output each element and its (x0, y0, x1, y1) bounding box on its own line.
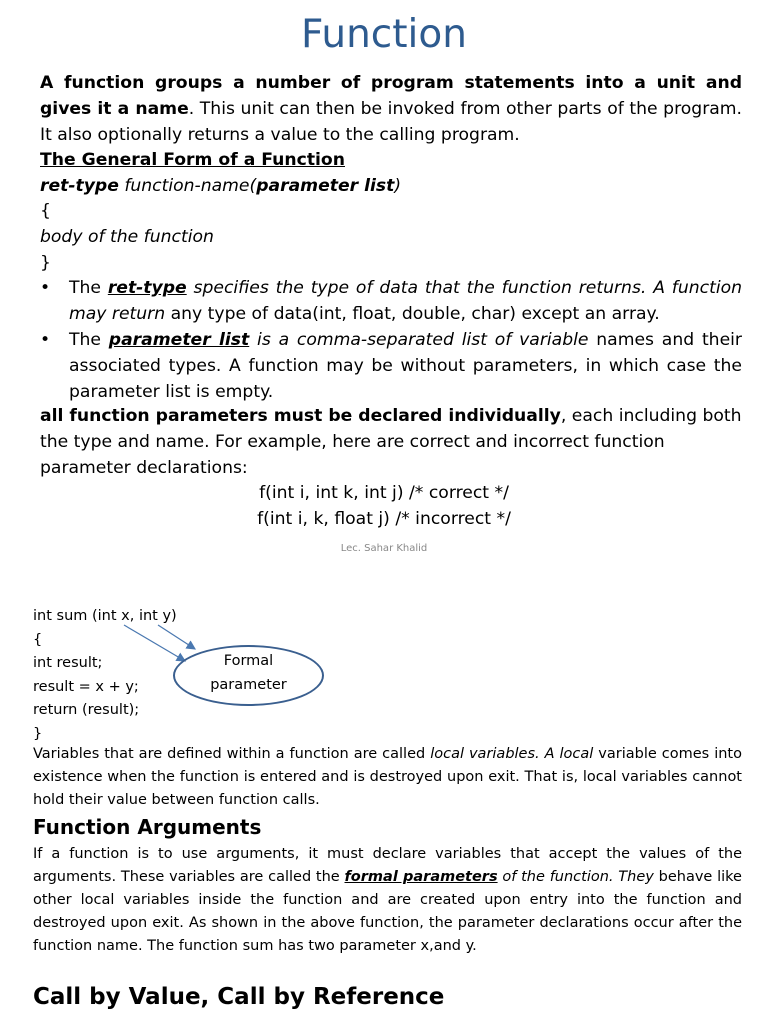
bullet-italic: is a comma-separated list of variable (249, 330, 589, 350)
formal-parameters-term: formal parameters (344, 869, 498, 885)
sig-ret-type: ret-type (40, 176, 119, 196)
bullet-dot: • (40, 278, 51, 298)
ret-type-term: ret-type (107, 278, 187, 298)
args-italic: of the function. They (497, 869, 654, 885)
sig-parameter-list: parameter list (256, 176, 395, 196)
intro-bold: A function groups a number of program statements into a unit and gives it a name (40, 73, 742, 119)
args-part2: behave like other local variables inside the function and are created upon entry into the function and destroyed upon exit. As shown in the above function, the parameter declarations occur after the function name. The function sum has two parameter x,and y. (33, 869, 742, 954)
arrow-y (158, 625, 195, 649)
callout-line: parameter (210, 677, 287, 693)
page-title: Function (301, 12, 467, 57)
local-variables-paragraph (33, 743, 742, 812)
close-brace: } (40, 253, 51, 273)
bullet-lead: The (69, 330, 109, 350)
bullet-lead: The (69, 278, 108, 298)
bullet-italic: specifies the type of data that the function returns. A function may return (69, 278, 742, 324)
code-line: } (33, 725, 43, 742)
example-correct: f(int i, int k, int j) /* correct */ (259, 483, 509, 503)
formal-parameter-label (173, 649, 324, 697)
sig-function-name: function-name( (118, 176, 257, 196)
footer-credit: Lec. Sahar Khalid (340, 543, 428, 554)
local-vars-italic: local variables. A local (430, 746, 594, 762)
params-note-rest: , each including both the type and name. For example, here are correct and incorrect function parameter declarations: (40, 406, 742, 478)
bullet-dot: • (40, 330, 51, 350)
intro-rest: . This unit can then be invoked from other parts of the program. It also optionally returns a value to the calling program. (40, 99, 743, 145)
local-vars-part1: Variables that are defined within a function are called (33, 746, 431, 762)
example-incorrect: f(int i, k, float j) /* incorrect */ (257, 509, 511, 529)
function-arguments-heading: Function Arguments (33, 815, 262, 839)
code-line: int sum (int x, int y) (33, 608, 177, 624)
parameter-list-term: parameter list (108, 330, 250, 350)
code-line: { (33, 631, 43, 648)
bullet-rest: any type of data(int, float, double, char) except an array. (165, 304, 660, 324)
sig-close: ) (394, 176, 402, 196)
function-arguments-paragraph (33, 843, 742, 958)
general-form-heading-text: The General Form of a Function (40, 150, 345, 170)
params-note-bold: all function parameters must be declared individually (40, 406, 561, 426)
args-part1: If a function is to use arguments, it must declare variables that accept the values of the arguments. These variables are called the (33, 846, 742, 885)
code-line: int result; (33, 655, 103, 671)
callout-line: Formal (223, 653, 274, 669)
code-line: result = x + y; (33, 678, 139, 695)
bullet-rest: names and their associated types. A function may be without parameters, in which case the parameter list is empty. (69, 330, 742, 402)
local-vars-part2: variable comes into existence when the function is entered and is destroyed upon exit. That is, local variables cannot hold their value between function calls. (33, 746, 742, 808)
call-by-heading: Call by Value, Call by Reference (33, 984, 445, 1010)
function-body-text: body of the function (40, 227, 214, 247)
open-brace: { (40, 201, 51, 221)
code-line: return (result); (33, 702, 140, 718)
